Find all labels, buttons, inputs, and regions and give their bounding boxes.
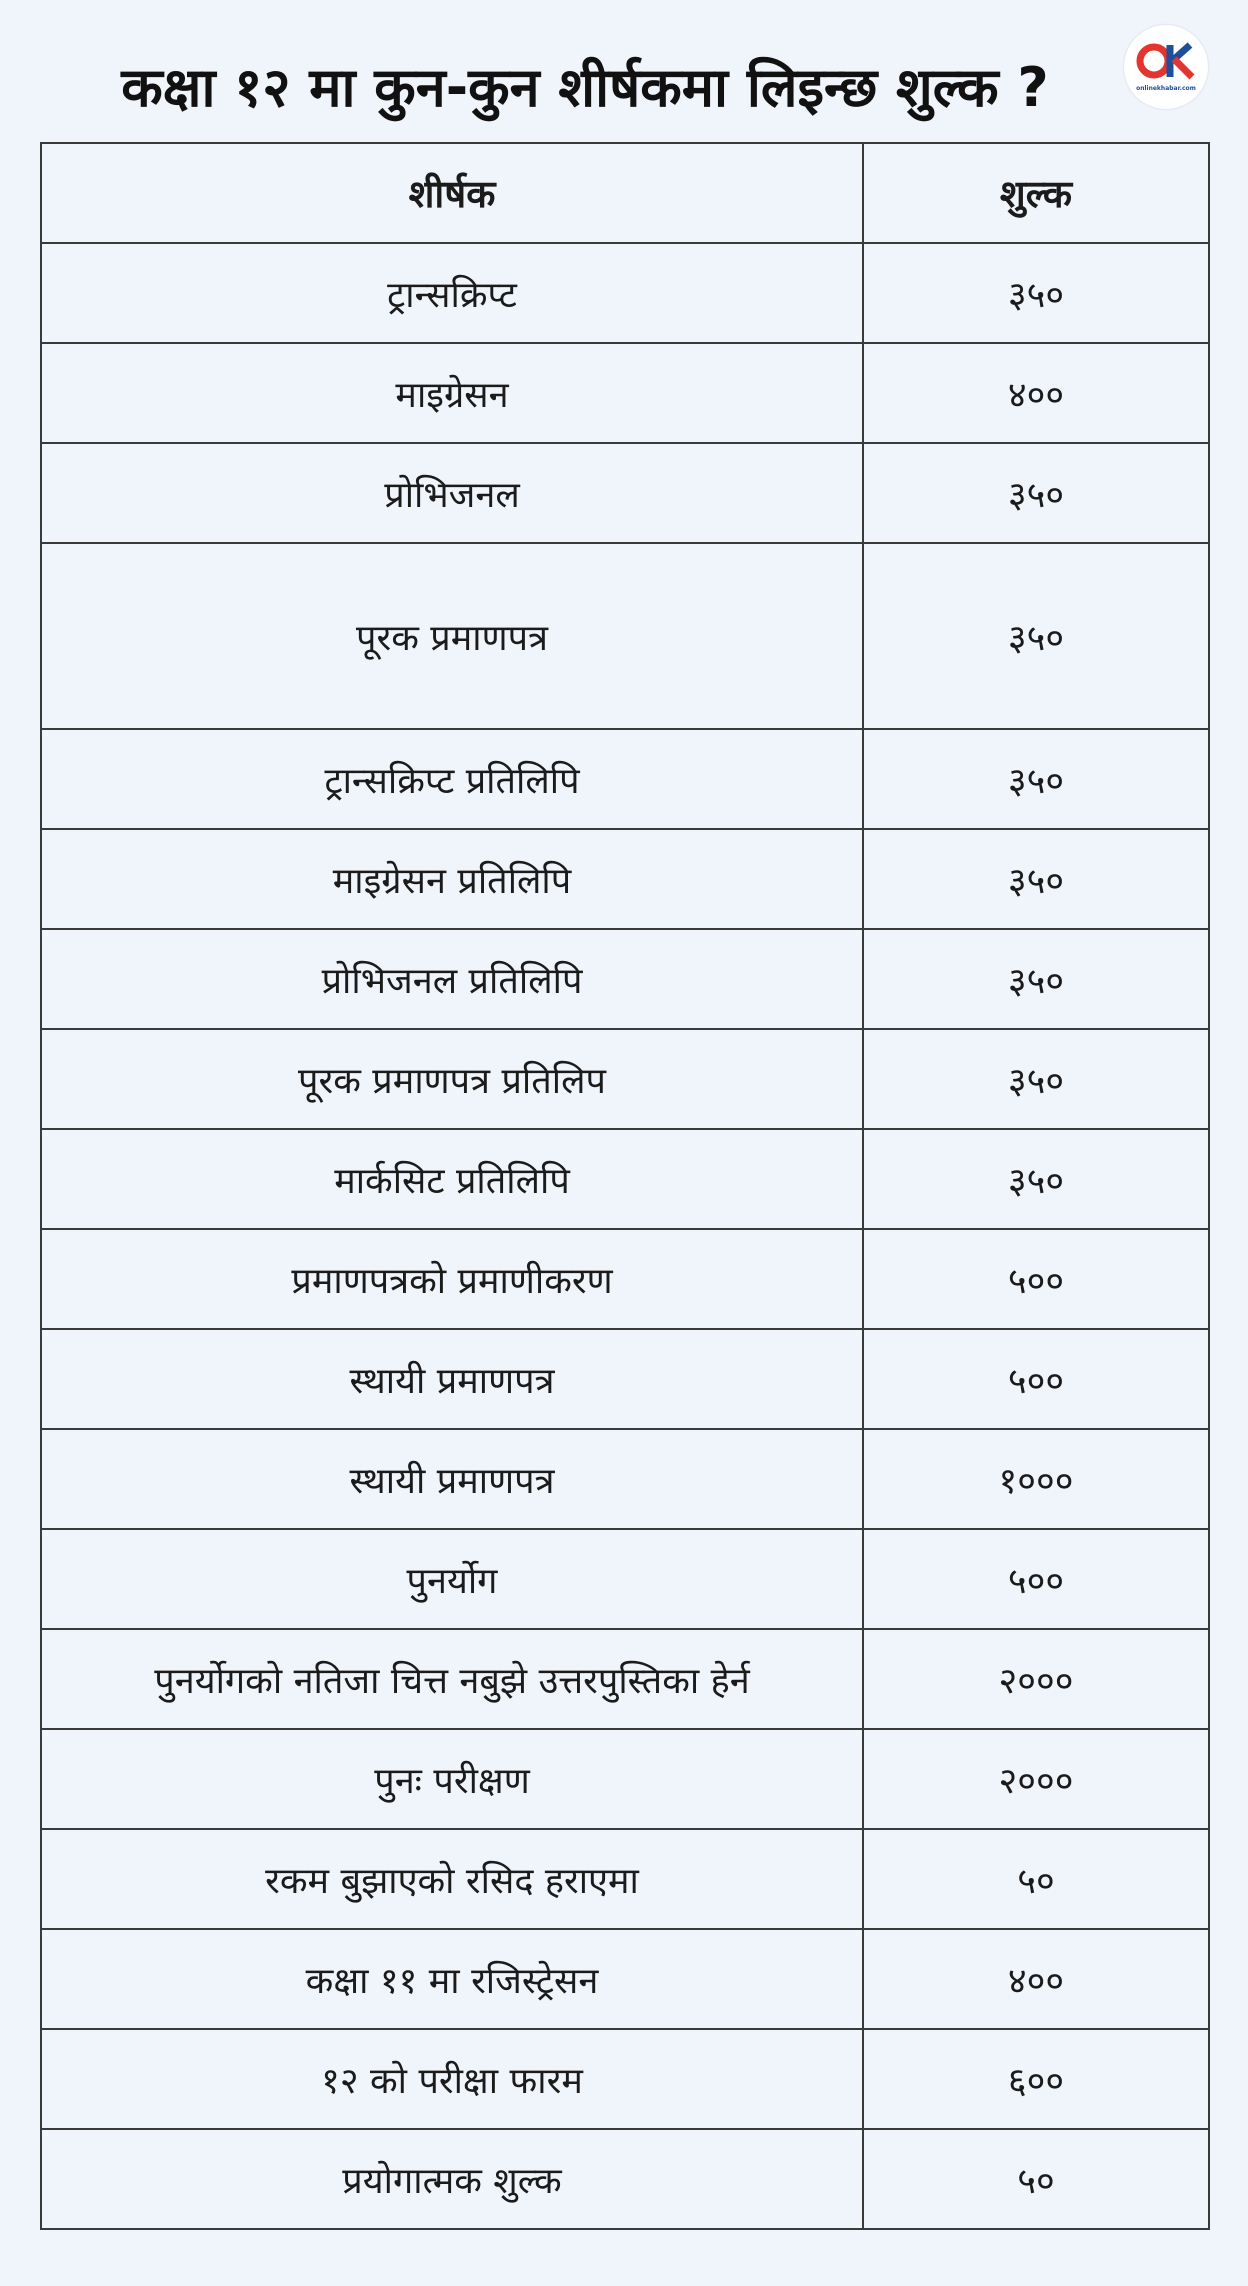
table-row	[41, 2129, 1209, 2229]
row-fee: ५००	[863, 1529, 1209, 1629]
row-title: प्रयोगात्मक शुल्क	[41, 2129, 863, 2229]
table-row	[41, 1529, 1209, 1629]
row-fee: ६००	[863, 2029, 1209, 2129]
row-fee: १०००	[863, 1429, 1209, 1529]
row-title: पुनर्योग	[41, 1529, 863, 1629]
table-row	[41, 1029, 1209, 1129]
table-row	[41, 1329, 1209, 1429]
row-fee: ३५०	[863, 1029, 1209, 1129]
row-fee: ५००	[863, 1229, 1209, 1329]
page-header	[0, 0, 1248, 142]
table-row	[41, 243, 1209, 343]
row-title: माइग्रेसन प्रतिलिपि	[41, 829, 863, 929]
table-row	[41, 2029, 1209, 2129]
row-fee: ३५०	[863, 829, 1209, 929]
table-row	[41, 1829, 1209, 1929]
table-body	[41, 243, 1209, 2229]
row-fee: ३५०	[863, 1129, 1209, 1229]
ok-logo-icon	[1136, 39, 1196, 83]
row-fee: ४००	[863, 343, 1209, 443]
table-row	[41, 729, 1209, 829]
table-row	[41, 1729, 1209, 1829]
row-title: मार्कसिट प्रतिलिपि	[41, 1129, 863, 1229]
row-fee: २०००	[863, 1729, 1209, 1829]
row-fee: ३५०	[863, 929, 1209, 1029]
row-title: प्रोभिजनल प्रतिलिपि	[41, 929, 863, 1029]
row-title: पूरक प्रमाणपत्र प्रतिलिप	[41, 1029, 863, 1129]
row-fee: ३५०	[863, 443, 1209, 543]
table-row	[41, 1929, 1209, 2029]
row-fee: ५००	[863, 1329, 1209, 1429]
row-title: ट्रान्सक्रिप्ट	[41, 243, 863, 343]
row-title: प्रमाणपत्रको प्रमाणीकरण	[41, 1229, 863, 1329]
row-title: स्थायी प्रमाणपत्र	[41, 1329, 863, 1429]
column-header-title: शीर्षक	[41, 143, 863, 243]
row-title: पुनर्योगको नतिजा चित्त नबुझे उत्तरपुस्तिका हेर्न	[41, 1629, 863, 1729]
table-row	[41, 1129, 1209, 1229]
table-row	[41, 543, 1209, 729]
row-title: स्थायी प्रमाणपत्र	[41, 1429, 863, 1529]
row-fee: ३५०	[863, 729, 1209, 829]
row-title: माइग्रेसन	[41, 343, 863, 443]
onlinekhabar-logo	[1124, 25, 1208, 109]
column-header-fee: शुल्क	[863, 143, 1209, 243]
page-title: कक्षा १२ मा कुन-कुन शीर्षकमा लिइन्छ शुल्क ?	[121, 56, 1049, 119]
row-title: पुनः परीक्षण	[41, 1729, 863, 1829]
row-title: कक्षा ११ मा रजिस्ट्रेसन	[41, 1929, 863, 2029]
table-row	[41, 829, 1209, 929]
row-title: १२ को परीक्षा फारम	[41, 2029, 863, 2129]
table-header-row	[41, 143, 1209, 243]
row-fee: ३५०	[863, 543, 1209, 729]
table-row	[41, 1629, 1209, 1729]
table-row	[41, 343, 1209, 443]
logo-text: onlinekhabar.com	[1136, 85, 1196, 92]
row-fee: ५०	[863, 1829, 1209, 1929]
fee-table	[40, 142, 1210, 2230]
row-title: ट्रान्सक्रिप्ट प्रतिलिपि	[41, 729, 863, 829]
row-fee: ५०	[863, 2129, 1209, 2229]
table-row	[41, 443, 1209, 543]
table-row	[41, 929, 1209, 1029]
row-title: प्रोभिजनल	[41, 443, 863, 543]
row-fee: २०००	[863, 1629, 1209, 1729]
row-fee: ४००	[863, 1929, 1209, 2029]
row-title: पूरक प्रमाणपत्र	[41, 543, 863, 729]
row-fee: ३५०	[863, 243, 1209, 343]
row-title: रकम बुझाएको रसिद हराएमा	[41, 1829, 863, 1929]
table-row	[41, 1429, 1209, 1529]
table-row	[41, 1229, 1209, 1329]
